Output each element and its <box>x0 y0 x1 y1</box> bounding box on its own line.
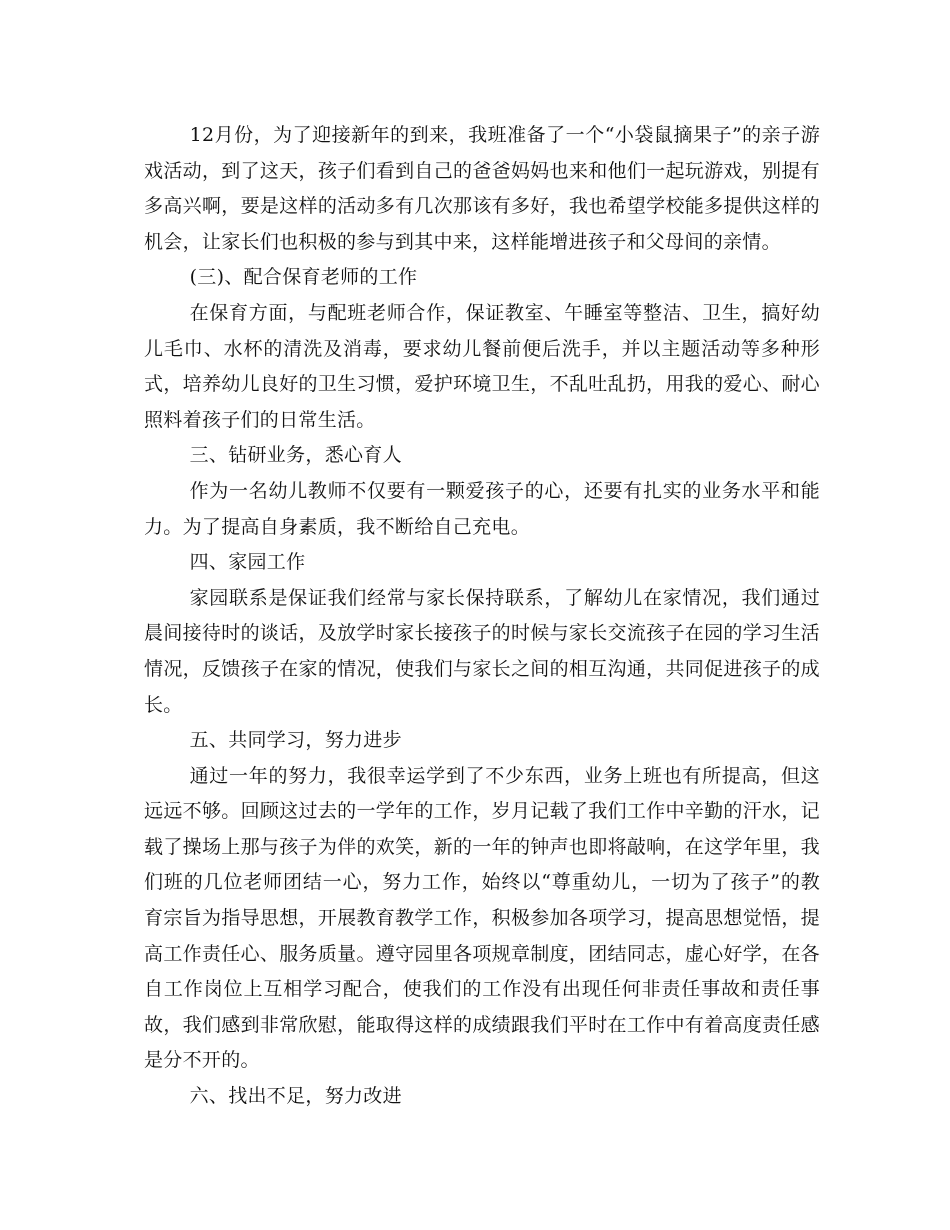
heading-learning-together: 五、共同学习，努力进步 <box>189 729 402 752</box>
paragraph-parent-child-activity: 12月份，为了迎接新年的到来，我班准备了一个“小袋鼠摘果子”的亲子游戏活动，到了这天，孩子们看到自己的爸爸妈妈也来和他们一起玩游戏，别提有多高兴啊，要是这样的活动多有几次那该有多好，我也希望学校能多提供这样的机会，让家长们也积极的参与到其中来，这样能增进孩子和父母间的亲情。 <box>144 124 820 253</box>
paragraph-learning-together: 通过一年的努力，我很幸运学到了不少东西，业务上班也有所提高，但这远远不够。回顾这过去的一学年的工作，岁月记载了我们工作中辛勤的汗水，记载了操场上那与孩子为伴的欢笑，新的一年的钟声也即将敲响，在这学年里，我们班的几位老师团结一心，努力工作，始终以“尊重幼儿，一切为了孩子”的教育宗旨为指导思想，开展教育教学工作，积极参加各项学习，提高思想觉悟，提高工作责任心、服务质量。遵守园里各项规章制度，团结同志，虚心好学，在各自工作岗位上互相学习配合，使我们的工作没有出现任何非责任事故和责任事故，我们感到非常欣慰，能取得这样的成绩跟我们平时在工作中有着高度责任感是分不开的。 <box>144 764 820 1072</box>
paragraph-childcare: 在保育方面，与配班老师合作，保证教室、午睡室等整洁、卫生，搞好幼儿毛巾、水杯的清洗及消毒，要求幼儿餐前便后洗手，并以主题活动等多种形式，培养幼儿良好的卫生习惯，爱护环境卫生，不乱吐乱扔，用我的爱心、耐心照料着孩子们的日常生活。 <box>144 301 820 431</box>
heading-childcare-cooperation: (三)、配合保育老师的工作 <box>189 266 418 289</box>
paragraph-professional-study: 作为一名幼儿教师不仅要有一颗爱孩子的心，还要有扎实的业务水平和能力。为了提高自身素质，我不断给自己充电。 <box>144 479 820 538</box>
paragraph-home-school-work: 家园联系是保证我们经常与家长保持联系，了解幼儿在家情况，我们通过晨间接待时的谈话，及放学时家长接孩子的时候与家长交流孩子在园的学习生活情况，反馈孩子在家的情况，使我们与家长之间的相互沟通，共同促进孩子的成长。 <box>144 586 820 716</box>
heading-home-school-work: 四、家园工作 <box>189 551 306 574</box>
document-body <box>144 118 820 1115</box>
heading-professional-study: 三、钻研业务，悉心育人 <box>189 444 402 467</box>
heading-find-shortcomings: 六、找出不足，努力改进 <box>189 1085 402 1108</box>
